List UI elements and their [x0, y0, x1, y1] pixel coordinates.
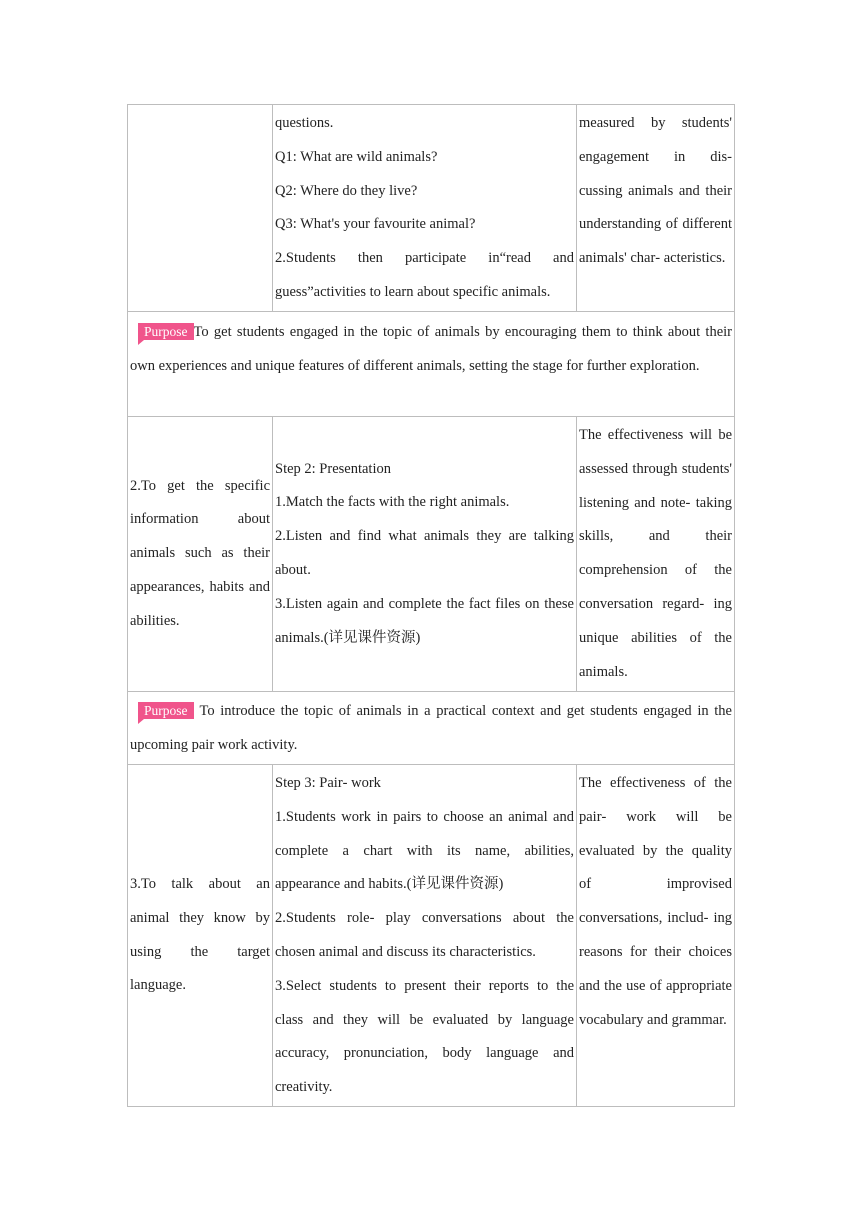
objective-cell [128, 417, 273, 691]
purpose-badge: Purpose [138, 323, 194, 340]
activity-line: Q1: What are wild animals? [275, 148, 438, 165]
assessment-text: measured by students' engagement in dis‐ cussing animals and their understanding of different animals' char‐ acteristics. [579, 115, 732, 267]
activity-line: 2.Listen and find what animals they are talking about. [275, 528, 574, 578]
objective-text: 3.To talk about an animal they know by using the target language. [130, 875, 270, 994]
activity-line: questions. [275, 115, 334, 131]
purpose-cell [128, 312, 734, 416]
activity-cell [273, 417, 577, 691]
activity-cell [273, 765, 577, 1106]
activity-line: 3.Select students to present their reports to the class and they will be evaluated by language accuracy, pronunciation, body language and creativity. [275, 977, 574, 1096]
activity-line: 1.Match the facts with the right animals. [275, 494, 510, 511]
objective-cell [128, 765, 273, 1106]
activity-line: 1.Students work in pairs to choose an animal and complete a chart with its name, abilities, appearance and habits.(详见课件资源) [275, 808, 574, 893]
purpose-text: To get students engaged in the topic of animals by encouraging them to think about their own experiences and unique features of different animals, setting the stage for further exploration. [130, 324, 732, 374]
assessment-text: The effectiveness of the pair‐ work will be evaluated by the quality of improvised conversations, includ‐ ing reasons for their choices and the use of appropriate vocabulary and grammar. [579, 775, 732, 1028]
assessment-cell [577, 765, 734, 1106]
assessment-cell [577, 105, 734, 311]
table-row [128, 765, 734, 1106]
activity-line: 3.Listen again and complete the fact files on these animals.(详见课件资源) [275, 595, 574, 646]
purpose-row [128, 312, 734, 417]
purpose-badge: Purpose [138, 702, 194, 719]
activity-line: 2.Students then participate in“read and guess”activities to learn about specific animals. [275, 250, 574, 300]
activity-line: 2.Students role‐ play conversations about the chosen animal and discuss its characteristics. [275, 910, 574, 960]
assessment-text: The effectiveness will be assessed through students' listening and note‐ taking skills, and their comprehension of the conversation regard‐ ing unique abilities of the animals. [579, 427, 732, 680]
purpose-cell [128, 692, 734, 764]
activity-line: Q2: Where do they live? [275, 182, 418, 199]
objective-cell [128, 105, 273, 311]
activity-line: Q3: What's your favourite animal? [275, 216, 476, 233]
lesson-plan-table [127, 104, 735, 1107]
activity-cell [273, 105, 577, 311]
table-row [128, 417, 734, 692]
table-row [128, 105, 734, 312]
assessment-cell [577, 417, 734, 691]
purpose-text: To introduce the topic of animals in a practical context and get students engaged in the upcoming pair work activity. [130, 703, 732, 753]
activity-line: Step 3: Pair‐ work [275, 775, 381, 791]
activity-line: Step 2: Presentation [275, 460, 391, 477]
purpose-row [128, 692, 734, 765]
objective-text: 2.To get the specific information about animals such as their appearances, habits and abilities. [130, 477, 270, 629]
